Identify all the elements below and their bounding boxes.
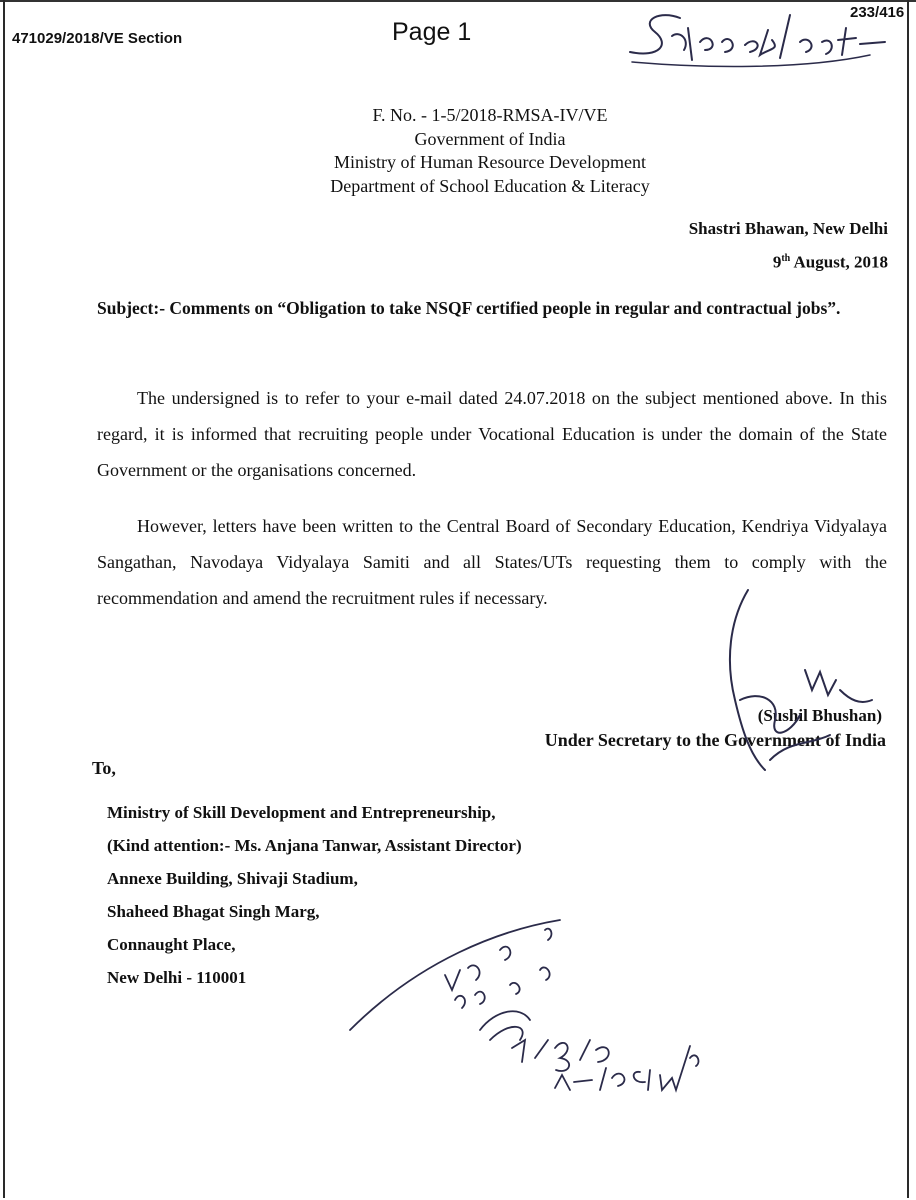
- page-label: Page 1: [392, 18, 472, 46]
- body-paragraph-2: [97, 508, 887, 616]
- place-and-date: [689, 214, 888, 278]
- address-line: New Delhi - 110001: [107, 968, 247, 987]
- signatory-name: (Sushil Bhushan): [757, 706, 882, 725]
- signatory-designation: Under Secretary to the Government of India: [544, 730, 886, 750]
- to-label: To,: [92, 758, 116, 778]
- address-line: Ministry of Skill Development and Entrepreneurship,: [107, 803, 496, 822]
- date-rest: August, 2018: [790, 252, 888, 272]
- recipient-address: [107, 796, 522, 994]
- government-line: Government of India: [414, 128, 566, 149]
- paragraph-text: The undersigned is to refer to your e-mail dated 24.07.2018 on the subject mentioned above. In this regard, it is informed that recruiting people under Vocational Education is under the domain of the State Government or the organisations concerned.: [97, 388, 887, 480]
- top-edge-line: [0, 0, 916, 2]
- file-reference: 471029/2018/VE Section: [12, 30, 183, 47]
- page-number: 233/416: [850, 4, 905, 21]
- speed-post-handwritten-note: [630, 15, 885, 66]
- ministry-line: Ministry of Human Resource Development: [334, 152, 646, 172]
- file-number: F. No. - 1-5/2018-RMSA-IV/VE: [372, 105, 608, 125]
- address-line: Shaheed Bhagat Singh Marg,: [107, 902, 320, 921]
- subject-line: Subject:- Comments on “Obligation to take NSQF certified people in regular and contractual jobs”.: [97, 298, 841, 318]
- letterhead: [200, 104, 780, 198]
- department-line: Department of School Education & Literacy: [330, 175, 650, 196]
- date-suffix: th: [781, 253, 791, 264]
- address-line: (Kind attention:- Ms. Anjana Tanwar, Assistant Director): [107, 836, 522, 855]
- body-paragraph-1: [97, 380, 887, 488]
- address-line: Annexe Building, Shivaji Stadium,: [107, 869, 358, 888]
- date-day: 9: [772, 252, 782, 272]
- place: Shastri Bhawan, New Delhi: [688, 219, 888, 238]
- address-line: Connaught Place,: [107, 935, 236, 954]
- date: [689, 244, 888, 278]
- paragraph-text: However, letters have been written to the Central Board of Secondary Education, Kendriya Vidyalaya Sangathan, Navodaya Vidyalaya Samiti and all States/UTs requesting them to comply with the recommendation and amend the recruitment rules if necessary.: [97, 516, 887, 608]
